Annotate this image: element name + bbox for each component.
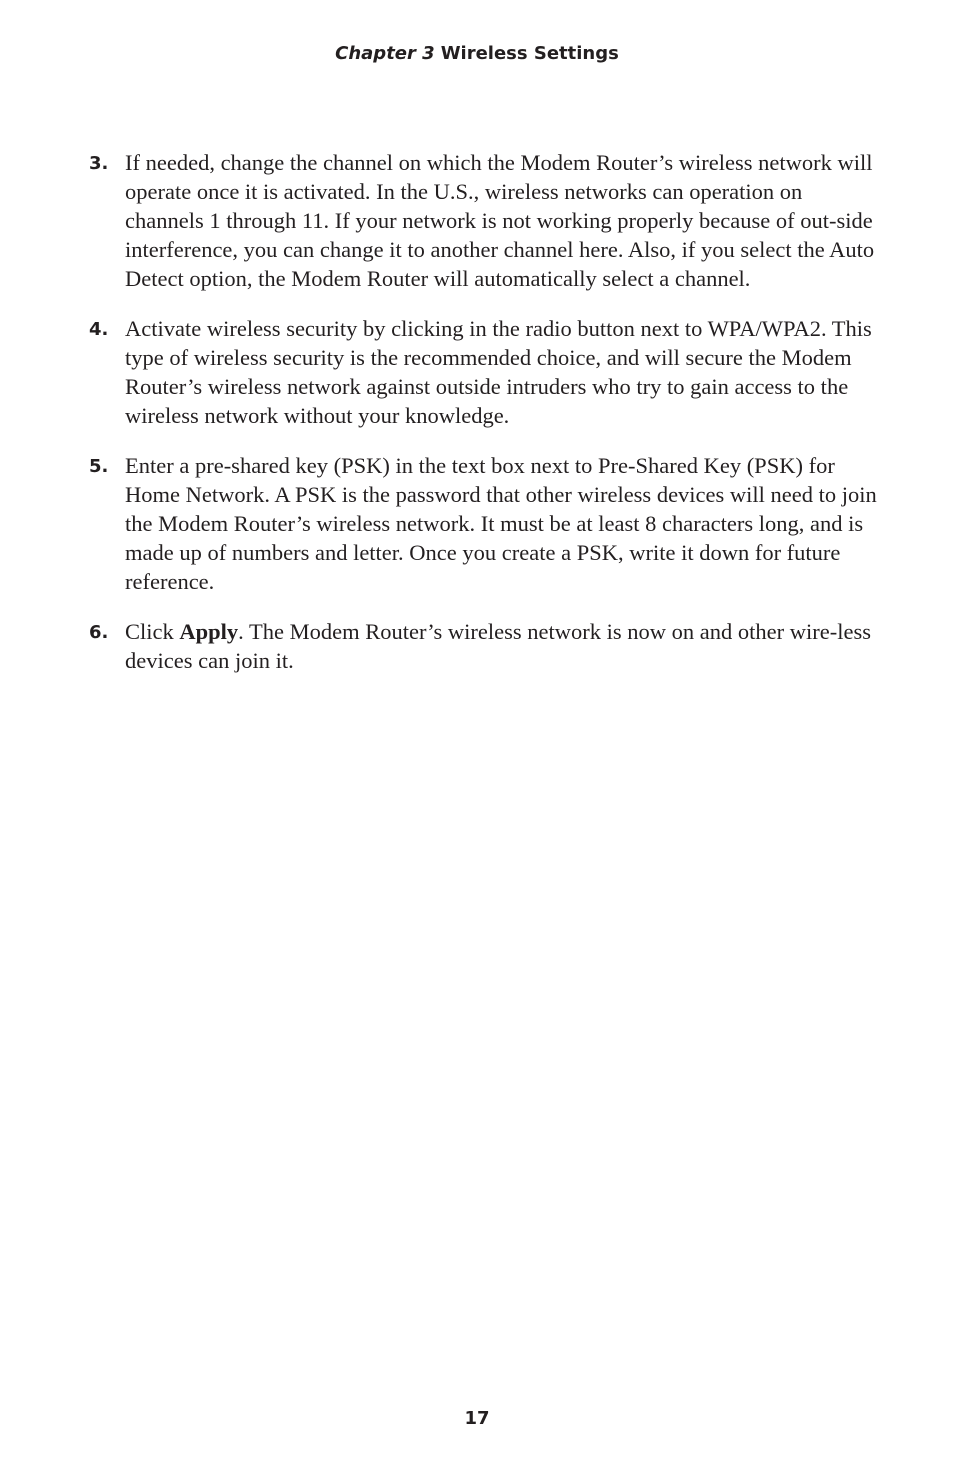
step-text: If needed, change the channel on which the Modem Router’s wireless network will operate once it is activated. In the U.S., wireless networks can operation on channels 1 through 11. If your network is not working properly because of out-side interference, you can change it to another channel here. Also, if you select the Auto Detect option, the Modem Router will automatically select a channel. — [125, 150, 875, 291]
step-text — [125, 619, 871, 673]
chapter-title: Wireless Settings — [440, 43, 619, 64]
step-number: 6. — [89, 622, 109, 643]
step-text: Enter a pre-shared key (PSK) in the text box next to Pre-Shared Key (PSK) for Home Network. A PSK is the password that other wireless devices will need to join the Modem Router’s wireless network. It must be at least 8 characters long, and is made up of numbers and letter. Once you create a PSK, write it down for future reference. — [125, 453, 877, 594]
step-item — [89, 148, 879, 293]
step-number: 3. — [89, 153, 109, 174]
step-item — [89, 617, 879, 675]
running-head — [0, 43, 954, 64]
step-item — [89, 314, 879, 430]
step-text-before: Click — [125, 619, 180, 644]
step-text-after: . The Modem Router’s wireless network is now on and other wire-less devices can join it. — [125, 619, 871, 673]
chapter-label: Chapter 3 — [335, 43, 435, 64]
page-number: 17 — [464, 1408, 490, 1429]
steps-list — [89, 148, 879, 696]
step-item — [89, 451, 879, 596]
apply-term: Apply — [179, 619, 239, 644]
step-text: Activate wireless security by clicking in the radio button next to WPA/WPA2. This type of wireless security is the recommended choice, and will secure the Modem Router’s wireless network against outside intruders who try to gain access to the wireless network without your knowledge. — [125, 316, 872, 428]
step-number: 5. — [89, 456, 109, 477]
step-number: 4. — [89, 319, 109, 340]
